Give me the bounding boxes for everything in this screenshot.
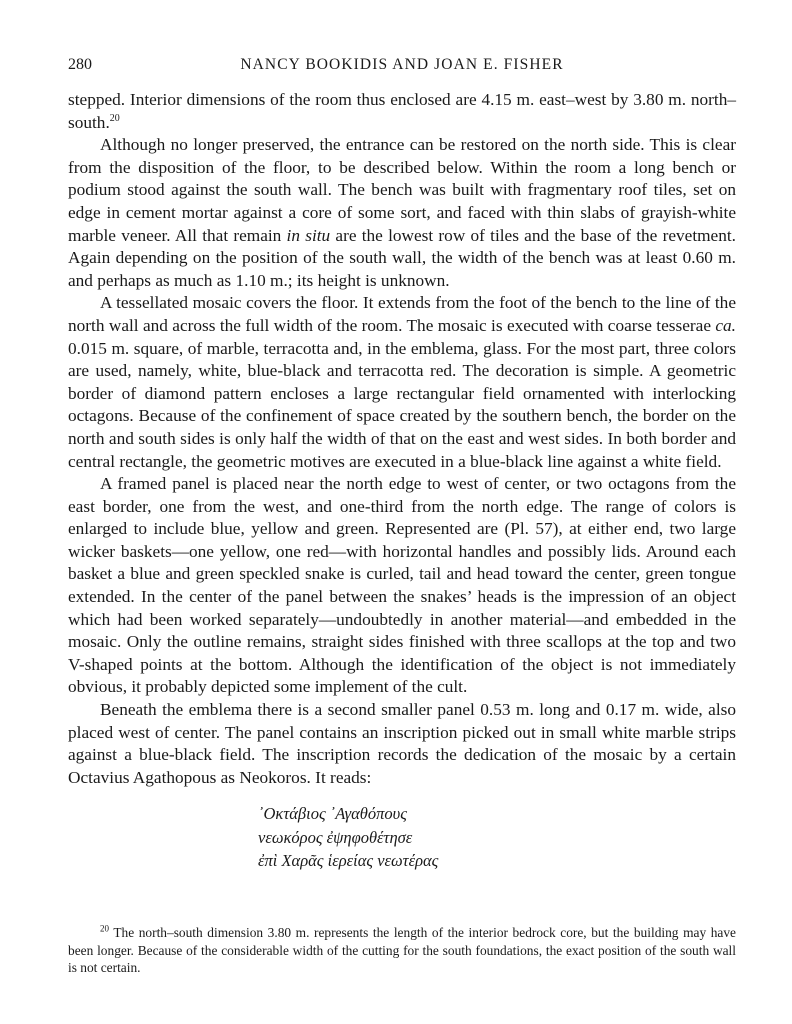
page-header (68, 56, 736, 80)
paragraph-2-text-b: are the lowest row of tiles and the base of the revetment. Again depending on the position of the south wall, the width of the bench was at least 0.60 m. and perhaps as much as 1.10 m.; its height is unknown. (68, 225, 736, 290)
paragraph-2-text-a: Although no longer preserved, the entrance can be restored on the north side. This is clear from the disposition of the floor, to be described below. Within the room a long bench or podium stood against the south wall. The bench was built with fragmentary roof tiles, set on edge in cement mortar against a core of some sort, and faced with thin slabs of grayish-white marble veneer. All that remain (68, 135, 736, 245)
inscription-line-1: ᾿Οκτάβιος ᾿Αγαθόπους (258, 804, 407, 824)
paragraph-1-text: stepped. Interior dimensions of the room thus enclosed are 4.15 m. east–west by 3.80 m. north–south. (68, 90, 736, 132)
paragraph-4: A framed panel is placed near the north edge to west of center, or two octagons from the east border, one from the west, and one-third from the north edge. The range of colors is enlarged to include blue, yellow and green. Represented are (Pl. 57), at either end, two large wicker baskets—one yellow, one red—with horizontal handles and possibly lids. Around each basket a blue and green speckled snake is curled, tail and head toward the center, green tongue extended. In the center of the panel between the snakes’ heads is the impression of an object which had been worked separately—undoubtedly in another material—and embedded in the mosaic. Only the outline remains, straight sides finished with three scallops at the top and two V-shaped points at the bottom. Although the identification of the object is not immediately obvious, it probably depicted some implement of the cult. (68, 474, 736, 697)
footnote-text: The north–south dimension 3.80 m. represents the length of the interior bedrock core, but the building may have been longer. Because of the considerable width of the cutting for the south foundations, the exact position of the south wall is not certain. (68, 925, 736, 975)
footnote-number: 20 (100, 923, 109, 934)
footnote-20 (68, 924, 736, 977)
paragraph-3 (68, 292, 736, 473)
paragraph-2-italic: in situ (286, 225, 331, 245)
paragraph-2 (68, 134, 736, 292)
paragraph-3-text-a: A tessellated mosaic covers the floor. It extends from the foot of the bench to the line of the north wall and across the full width of the room. The mosaic is executed with coarse tesserae (68, 293, 736, 335)
inscription-line-3: ἐπὶ Χαρᾶς ἱερείας νεωτέρας (258, 851, 439, 871)
inscription-line-2: νεωκόρος ἐψηφοθέτησε (258, 827, 413, 847)
footnote-ref-20[interactable]: 20 (109, 112, 120, 124)
paragraph-3-italic: ca. (715, 315, 736, 335)
greek-inscription (258, 802, 736, 873)
paragraph-5: Beneath the emblema there is a second smaller panel 0.53 m. long and 0.17 m. wide, also placed west of center. The panel contains an inscription picked out in small white marble strips against a blue-black field. The inscription records the dedication of the mosaic by a certain Octavius Agathopous as Neokoros. It reads: (68, 700, 736, 787)
body-text (68, 89, 736, 873)
paragraph-1 (68, 89, 736, 134)
running-head: NANCY BOOKIDIS AND JOAN E. FISHER (240, 56, 564, 73)
footnote-text-block (68, 924, 736, 977)
paragraph-3-text-b: 0.015 m. square, of marble, terracotta and, in the emblema, glass. For the most part, three colors are used, namely, white, blue-black and terracotta red. The decoration is simple. A geometric border of diamond pattern encloses a large rectangular field ornamented with interlocking octagons. Because of the confinement of space created by the southern bench, the border on the north and south sides is only half the width of that on the east and west sides. In both border and central rectangle, the geometric motives are executed in a blue-black line against a white field. (68, 338, 736, 471)
page-number: 280 (68, 56, 92, 73)
